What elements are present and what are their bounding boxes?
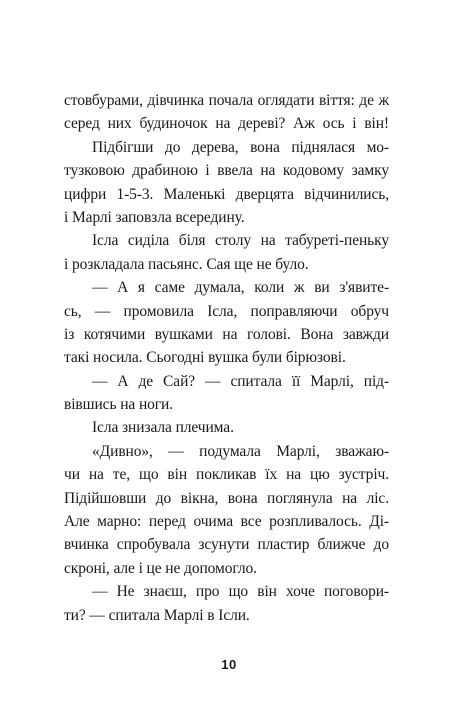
text-line: тузковою драбиною і ввела на кодовому замку	[64, 162, 389, 180]
text-line: чи на те, що він покликав їх на цю зустріч.	[64, 466, 389, 484]
text-line: Ісла сиділа біля столу на табуреті-пеньку	[92, 232, 389, 250]
text-line: такі носила. Сьогодні вушка були бірюзові.	[64, 349, 346, 367]
text-line: сь, — промовила Ісла, поправляючи обруч	[64, 302, 389, 320]
body-text	[64, 89, 389, 627]
text-line: скроні, але і це не допомогло.	[64, 559, 257, 577]
text-line: із котячими вушками на голові. Вона завжди	[64, 325, 389, 343]
text-line: Але марно: перед очима все розпливалось. Ді-	[64, 513, 389, 531]
text-line: Підійшовши до вікна, вона поглянула на ліс.	[64, 489, 389, 507]
text-line: вівшись на ноги.	[64, 396, 174, 414]
page-number: 10	[221, 657, 237, 672]
text-line: ти? — спитала Марлі в Ісли.	[64, 606, 250, 624]
text-line: і розкладала пасьянс. Сая ще не було.	[64, 255, 309, 273]
text-line: стовбурами, дівчинка почала оглядати віття: де ж	[64, 92, 389, 109]
text-line: Ісла знизала плечима.	[92, 419, 234, 437]
text-line: вчинка спробувала зсунути пластир ближче до	[64, 536, 389, 554]
text-line: — А де Сай? — спитала її Марлі, під-	[92, 372, 389, 390]
text-line: серед них будиночок на дереві? Аж ось і він!	[64, 115, 389, 133]
text-line: цифри 1-5-3. Маленькі дверцята відчинились,	[64, 185, 389, 203]
text-line: і Марлі заповзла всередину.	[64, 208, 245, 226]
text-line: «Дивно», — подумала Марлі, зважаю-	[92, 442, 389, 460]
text-line: — Не знаєш, про що він хоче поговори-	[92, 583, 389, 601]
text-line: — А я саме думала, коли ж ви з'явите-	[92, 279, 389, 297]
text-line: Підбігши до дерева, вона піднялася мо-	[92, 138, 389, 156]
